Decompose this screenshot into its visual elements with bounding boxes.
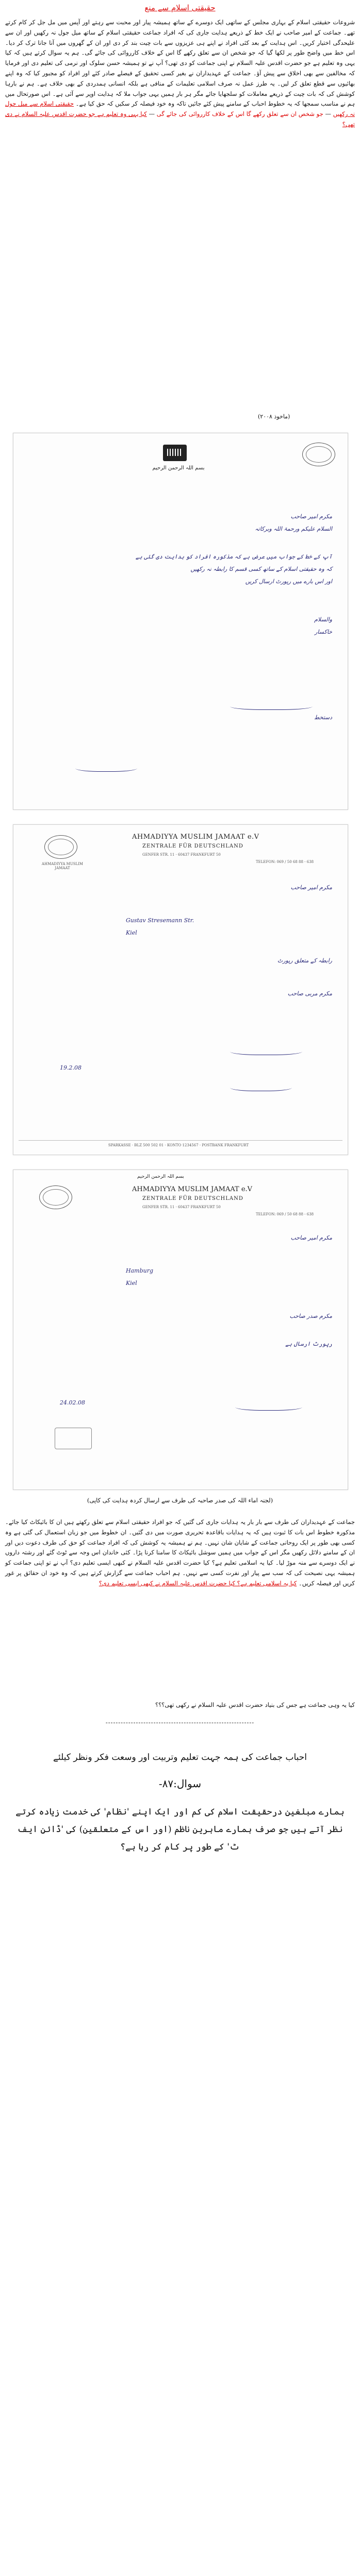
- ahmadiyya-logo-icon: [44, 835, 77, 859]
- org-phone: TELEFON: 069 / 50 68 88 - 638: [256, 860, 314, 864]
- letter-2-line: Gustav Stresemann Str.: [126, 917, 194, 924]
- body-highlight: کیا یہ اسلامی تعلیم ہے؟ کیا حضرت اقدس علیہ السلام نے کبھی ایسی تعلیم دی؟: [99, 1579, 297, 1587]
- intro-sep-2: —: [146, 110, 155, 118]
- letter-1-line: والسلام: [314, 616, 332, 623]
- appeal-title: احباب جماعت کی ہمہ جہت تعلیم وتربیت اور وسعت فکر ونظر کیلئے: [53, 1752, 307, 1762]
- footer-rule: [19, 1140, 342, 1141]
- letter-3-line: مکرم صدر صاحب: [289, 1313, 332, 1319]
- intro-highlight-3: کیا یہی وہ تعلیم ہے جو حضرت اقدس علیہ السلام نے دی تھی؟: [5, 110, 355, 128]
- letter-2-footer: SPARKASSE · BLZ 500 502 01 · KONTO 1234567 · POSTBANK FRANKFURT: [108, 1143, 249, 1147]
- letter-3-date: 24.02.08: [60, 1399, 85, 1406]
- question-label: سوال:۸۷-: [158, 1777, 202, 1790]
- intro-paragraph: [5, 18, 355, 130]
- letter-1-line: خاکسار: [315, 629, 332, 635]
- letter-3-bismillah: بسم اللہ الرحمن الرحیم: [137, 1174, 184, 1179]
- logo-caption: AHMADIYYA MUSLIM JAMAAT: [41, 862, 84, 870]
- letter-2-line: Kiel: [126, 929, 137, 936]
- letter-3-line: Kiel: [126, 1280, 137, 1286]
- org-address: GENFER STR. 11 · 60437 FRANKFURT 50: [142, 853, 221, 857]
- intro-sep-1: —: [323, 110, 331, 118]
- letter-3-line: رپورٹ ارسال ہے: [285, 1341, 332, 1347]
- signature-scribble: [75, 763, 137, 772]
- intro-text: شروعات حقیقتی اسلام کے بہاری مجلس کے ساتھی ایک دوسرے کے ساتھ ہمیشہ پیار اور محبت سے رہتے اور آپس میں مل جل کر کام کرتے تھے۔ جماعت کے امیر صاحب نے ایک خط کے ذریعے ہدایت جاری کی کہ افراد جماعت حقیقتی اسلام کے ساتھ میل جول نہ رکھیں اور ان سے علیحدگی اختیار کریں۔ اس ہدایت کے بعد کئی افراد نے اپنے ہی عزیزوں سے بات چیت بند کر دی اور ان کے گھروں میں آنا جانا ترک کر دیا۔ اس خط میں واضح طور پر لکھا گیا کہ جو شخص ان سے تعلق رکھے گا اس کے خلاف کارروائی کی جائے گی۔ ہم یہ سوال کرتے ہیں کہ کیا یہی وہ تعلیم ہے جو حضرت اقدس علیہ السلام نے اپنی جماعت کو دی تھی؟ آپ نے تو ہمیشہ حسن سلوک اور نرمی کی تعلیم دی اور فرمایا کہ مخالفین سے بھی اخلاق سے پیش آؤ۔ جماعت کے عہدیداران نے بغیر کسی تحقیق کے فیصلے صادر کئے اور افراد کو مجبور کیا کہ وہ اپنے بھائیوں سے قطع تعلق کر لیں۔ یہ طرز عمل نہ صرف اسلامی تعلیمات کے منافی ہے بلکہ انسانی ہمدردی کے بھی خلاف ہے۔ ہم نے بارہا کوشش کی کہ بات چیت کے ذریعے معاملات کو سلجھایا جائے مگر ہر بار ہمیں یہی جواب ملا کہ ہدایت اوپر سے آئی ہے۔ اس صورتحال میں ہم نے مناسب سمجھا کہ یہ خطوط احباب کے سامنے پیش کئے جائیں تاکہ وہ خود فیصلہ کر سکیں کہ حق کیا ہے۔: [5, 19, 355, 108]
- letter-2-line: مکرم امیر صاحب: [290, 884, 332, 891]
- body-paragraph: [5, 1517, 355, 1589]
- org-seal-icon: [302, 443, 335, 466]
- letter-1-line: مکرم امیر صاحب: [290, 513, 332, 520]
- org-subtitle: ZENTRALE FÜR DEUTSCHLAND: [142, 843, 243, 849]
- letter-3-handwriting: [64, 1232, 332, 1350]
- reference-note: (ماخوذ ۲۰۰۸): [258, 413, 290, 420]
- letter-2-line: مکرم مربی صاحب: [287, 990, 332, 997]
- letter-1-handwriting: [43, 511, 332, 638]
- intro-highlight-2: جو شخص ان سے تعلق رکھے گا اس کے خلاف کارروائی کی جائے گی: [156, 110, 323, 118]
- letter-2-line: رابطہ کے متعلق رپورٹ: [277, 957, 332, 964]
- signature-scribble: [230, 1046, 302, 1055]
- org-phone: TELEFON: 069 / 50 68 88 - 638: [256, 1212, 314, 1216]
- letter-3-scan: [13, 1170, 348, 1490]
- org-name: AHMADIYYA MUSLIM JAMAAT e.V: [132, 1185, 253, 1193]
- signature-scribble: [230, 701, 313, 710]
- letter-1-line: السلام علیکم ورحمۃ اللہ وبرکاتہ: [255, 526, 332, 532]
- question-text: ہمارے مبلغین درحقیقت اسلام کی کم اور ایک اپنے 'نظام' کی خدمت زیادہ کرتے نظر آتے ہیں جو صرف ہمارے ماہرین ناظم (اور اس کے متعلقین) کی 'ڈائنِ ایف ٹ' کے طور پر کام کر رہا ہے؟: [15, 1807, 345, 1852]
- ahmadiyya-logo-icon: [39, 1185, 72, 1209]
- letter-1-scan: [13, 433, 348, 810]
- closing-line: کیا یہ وہی جماعت ہے جس کی بنیاد حضرت اقدس علیہ السلام نے رکھی تھی؟؟؟: [155, 1701, 355, 1708]
- intro-highlight-1: حقیقتی اسلام سے میل جول نہ رکھیں: [5, 100, 355, 118]
- org-address: GENFER STR. 11 · 60437 FRANKFURT 50: [142, 1205, 221, 1209]
- letter-2-handwriting: [64, 882, 332, 1000]
- letter-1-bismillah: بسم اللہ الرحمن الرحیم: [152, 465, 205, 471]
- org-name: AHMADIYYA MUSLIM JAMAAT e.V: [132, 833, 259, 841]
- letter-1-signature: دستخط: [314, 714, 332, 721]
- letter-3-line: مکرم امیر صاحب: [290, 1234, 332, 1241]
- letter-1-line: آپ کے خط کے جواب میں عرض ہے کہ مذکورہ افراد کو ہدایت دی گئی ہے: [135, 553, 332, 560]
- dash-divider: -----------------------------------------------------------: [105, 1719, 255, 1726]
- calligraphy-emblem-icon: [163, 445, 187, 461]
- letter-1-line: کہ وہ حقیقتی اسلام کے ساتھ کسی قسم کا رابطہ نہ رکھیں: [190, 566, 332, 572]
- letter-1-line: اور اس بارے میں رپورٹ ارسال کریں: [245, 578, 332, 585]
- letter-2-date: 19.2.08: [60, 1064, 81, 1071]
- org-subtitle: ZENTRALE FÜR DEUTSCHLAND: [142, 1196, 243, 1201]
- letter-3-line: Hamburg: [126, 1267, 154, 1274]
- body-text: جماعت کے عہدیداران کی طرف سے بار بار یہ ہدایات جاری کی گئیں کہ جو افراد حقیقتی اسلام سے تعلق رکھتے ہیں ان کا بائیکاٹ کیا جائے۔ مذکورہ خطوط اس بات کا ثبوت ہیں کہ یہ ہدایات باقاعدہ تحریری صورت میں دی گئیں۔ ان خطوط میں جو زبان استعمال کی گئی ہے وہ کسی بھی طور پر ایک روحانی جماعت کے شایان شان نہیں۔ ہم نے ہمیشہ یہ کوشش کی کہ افراد جماعت کو حق کی طرف دعوت دیں اور ان کے سامنے دلائل رکھیں مگر اس کے جواب میں ہمیں سوشل بائیکاٹ کا سامنا کرنا پڑا۔ کئی خاندان اس وجہ سے ٹوٹ گئے اور رشتہ داروں نے ایک دوسرے سے منہ موڑ لیا۔ کیا یہ اسلامی تعلیم ہے؟ کیا حضرت اقدس علیہ السلام نے کبھی ایسی تعلیم دی؟ آپ نے تو اپنی جماعت کو ہمیشہ یہی نصیحت کی کہ سب سے پیار اور نفرت کسی سے نہیں۔ ہم احباب جماعت سے گزارش کرتے ہیں کہ وہ خود ان حقائق پر غور کریں اور فیصلہ کریں۔: [5, 1518, 355, 1587]
- letters-caption: (لجنہ اماء اللہ کی صدر صاحبہ کی طرف سے ارسال کردہ ہدایت کی کاپی): [87, 1497, 273, 1504]
- letter-2-scan: [13, 824, 348, 1155]
- page-title: حقیقتی اسلام سے منع: [144, 3, 216, 12]
- stamp-icon: [55, 1428, 92, 1449]
- signature-scribble: [235, 1402, 302, 1411]
- signature-scribble: [230, 1082, 292, 1091]
